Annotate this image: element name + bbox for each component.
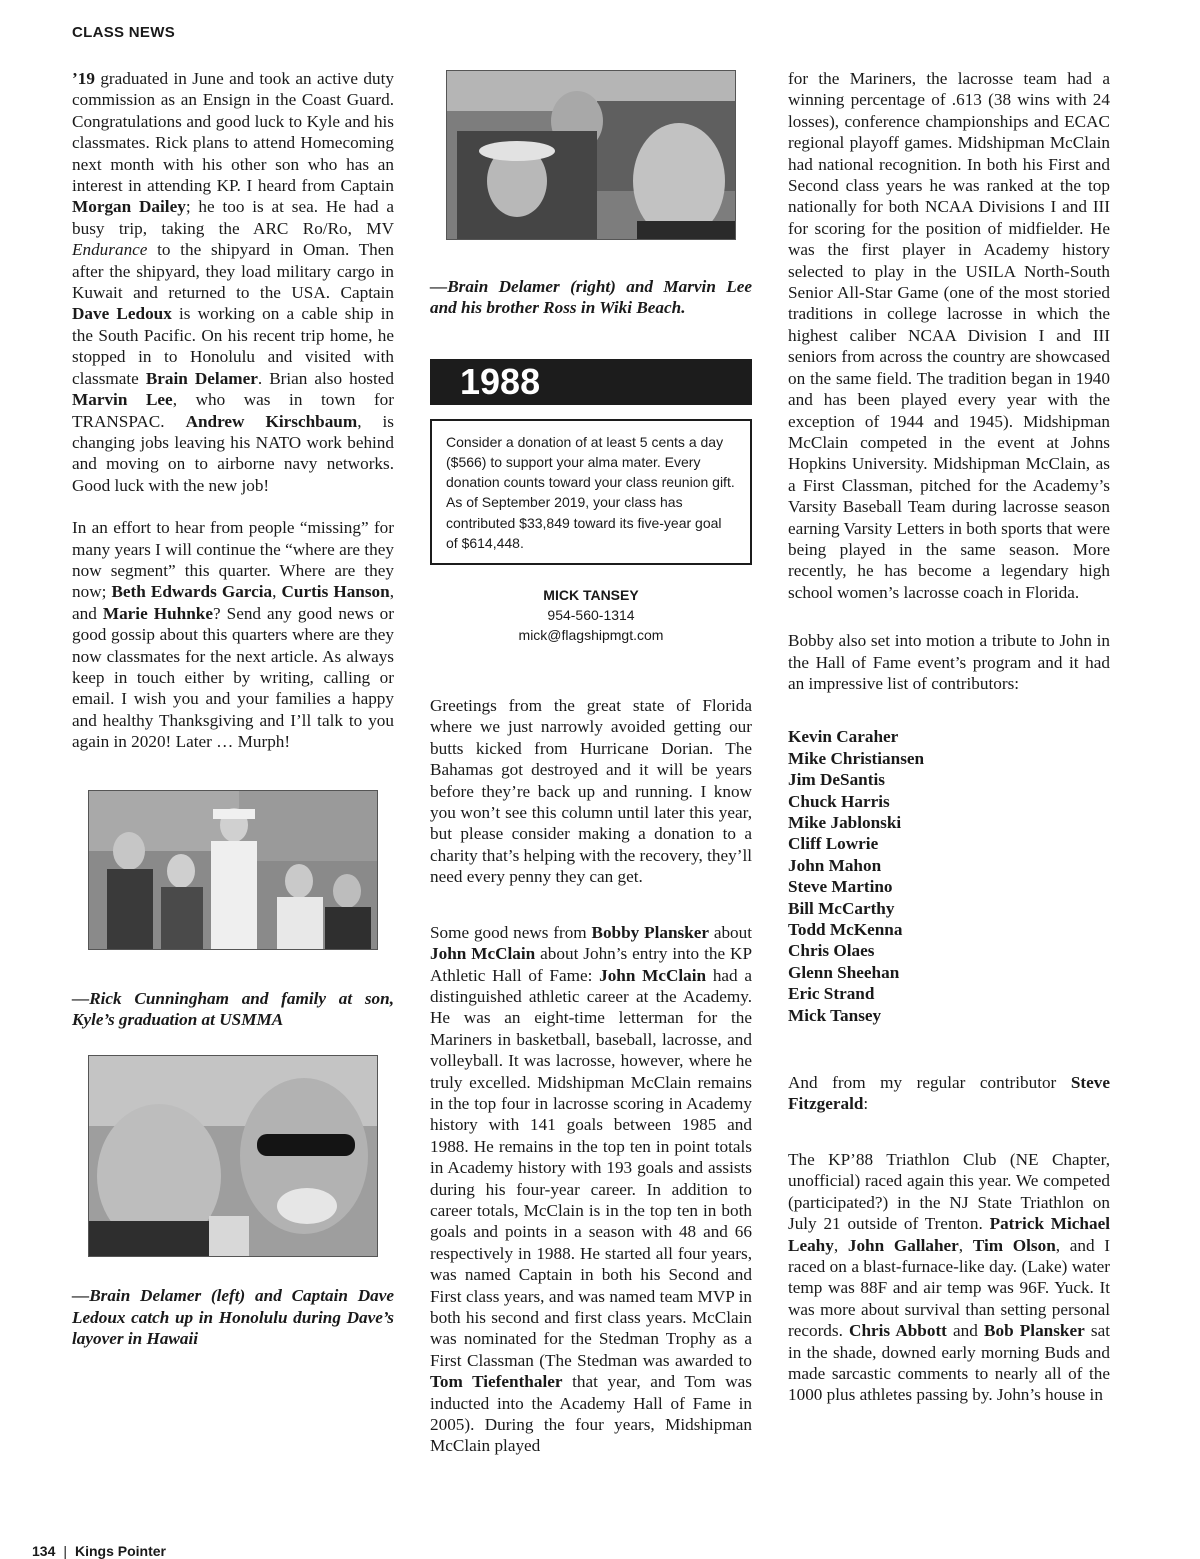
class-year-banner: 1988: [430, 359, 752, 405]
photo-caption: —Rick Cunningham and family at son, Kyle’s graduation at USMMA: [72, 988, 394, 1029]
text-run: In an effort to hear from people “missing” for many years I will continue the “where are they now segment” this quarter. Where are they now;: [72, 518, 394, 602]
photo-delamer-ledoux: [88, 1055, 378, 1257]
column-right: [788, 68, 1110, 1406]
contributor-name: Eric Strand: [788, 984, 875, 1004]
text-run: about John’s entry into the KP Athletic Hall of Fame:: [430, 944, 752, 985]
text-run: that year, and Tom was inducted into the Academy Hall of Fame in 2005). During the four years, Midshipman McClain played: [430, 1372, 752, 1456]
text-run: Some good news from: [430, 922, 592, 942]
class-contact: [430, 585, 752, 645]
text-run: :: [863, 1094, 869, 1114]
footer-separator: |: [63, 1543, 67, 1559]
text-run: ,: [833, 1235, 848, 1255]
bold-name: Patrick Michael Leahy: [788, 1214, 1110, 1255]
photo-graduation-family: [88, 790, 378, 950]
text-run: had a distinguished athletic career at the Academy. He was an eight-time letterman for the Mariners in basketball, baseball, lacrosse, and volleyball. It was lacrosse, however, where he truly excelled. Midshipman McClain remains in the top four in lacrosse scoring in Academy history with 141 goals between 1985 and 1988. He remains in the top ten in point totals in Academy history with 193 goals and assists during his four-year career. In addition to career totals, McClain is in the top ten in both goals and points in a season with 48 and 66 respectively in 1988. He started all four years, was named Captain in both his Second and First class years, and was named team MVP in both his second and first class years. McClain was nominated for the Stedman Trophy as a First Classman (The Stedman was awarded to: [430, 965, 752, 1370]
bold-name: John McClain: [599, 965, 707, 985]
bold-name: Andrew Kirschbaum: [185, 411, 358, 431]
bold-name: Morgan Dailey: [72, 197, 186, 217]
text-run: ? Send any good news or good gossip about this quarters where are they now classmates for the next article. As always keep in touch either by writing, calling or email. I wish you and your families a happy and healthy Thanksgiving and I’ll talk to you again in 2020! Later … Murph!: [72, 603, 394, 752]
section-header: CLASS NEWS: [72, 24, 176, 41]
text-run: and: [946, 1321, 985, 1341]
photo-caption: —Brain Delamer (left) and Captain Dave Ledoux catch up in Honolulu during Dave’s layover in Hawaii: [72, 1286, 394, 1349]
text-run: is working on a cable ship in the South Pacific. On his recent trip home, he stopped in to Honolulu and visited with classmate: [72, 304, 394, 388]
text-run: , and: [72, 582, 394, 623]
contact-name: MICK TANSEY: [543, 587, 639, 604]
contributor-name: Bill McCarthy: [788, 898, 895, 918]
paragraph: [788, 630, 1110, 694]
contributor-name: Chuck Harris: [788, 791, 890, 811]
text-run: for the Mariners, the lacrosse team had a winning percentage of .613 (38 wins with 24 losses), conference championships and ECAC regional playoff games. Midshipman McClain had national recognition. In both his First and Second class years he was ranked at the top nationally for both NCAA Divisions I and III for scoring for the position of midfielder. He was the first player in Academy history selected to play in the USILA North-South Senior All-Star Game (one of the most storied traditions in college lacrosse in which the highest caliber NCAA Division I and III seniors from across the country are showcased on the same field. The tradition began in 1940 and has been played every year with the exception of 1944 and 1945). Midshipman McClain competed in the event at Johns Hopkins University. Midshipman McClain, as a First Classman, pitched for the Academy’s Varsity Baseball Team during lacrosse season earning Varsity Letters in both sports that were being played in the same season. More recently, he has become a legendary high school women’s lacrosse coach in Florida.: [788, 69, 1110, 602]
bold-name: ’19: [72, 69, 95, 88]
text-run: And from my regular contributor: [788, 1073, 1071, 1093]
column-left: [72, 68, 394, 1350]
text-run: The KP’88 Triathlon Club (NE Chapter, unofficial) raced again this year. We competed (participated?) in the NJ State Triathlon on July 21 outside of Trenton.: [788, 1149, 1110, 1234]
paragraph: [72, 68, 394, 496]
text-run: . Brian also hosted: [257, 368, 394, 388]
bold-name: Tim Olson: [972, 1235, 1056, 1255]
italic-text: Endurance: [72, 240, 148, 260]
page-footer: [32, 1543, 166, 1559]
paragraph: [430, 922, 752, 1457]
paragraph: [788, 1072, 1110, 1115]
bold-name: John McClain: [430, 944, 536, 964]
publication-name: Kings Pointer: [75, 1543, 167, 1559]
paragraph: [72, 517, 394, 752]
text-run: ,: [958, 1235, 973, 1255]
donation-box: Consider a donation of at least 5 cents a day ($566) to support your alma mater. Every donation counts toward your class reunion gift. As of September 2019, your class has contributed $33,849 toward its five-year goal of $614,448.: [430, 419, 752, 565]
bold-name: Marvin Lee: [72, 390, 173, 410]
text-run: , and I raced on a blast-furnace-like day. (Lake) water temp was 88F and air temp was 96F. Yuck. It was more about survival than setting personal records.: [788, 1235, 1111, 1341]
bold-name: Beth Edwards Garcia: [111, 582, 273, 602]
text-run: to the shipyard in Oman. Then after the shipyard, they load military cargo in Kuwait and returned to the USA. Captain: [72, 240, 394, 303]
contributor-name: Mike Jablonski: [788, 813, 902, 832]
contributor-name: John Mahon: [788, 855, 882, 875]
text-run: ; he too is at sea. He had a busy trip, taking the ARC Ro/Ro, MV: [72, 197, 394, 238]
contributor-name: Mike Christiansen: [788, 748, 925, 768]
bold-name: Bob Plansker: [984, 1321, 1085, 1341]
contributor-name: Chris Olaes: [788, 941, 875, 961]
paragraph: [430, 695, 752, 888]
text-run: Greetings from the great state of Florida where we just narrowly avoided getting our butts kicked from Hurricane Dorian. The Bahamas got destroyed and it will be years before they’re back up and running. I know you won’t see this column until later this year, but please consider making a donation to a charity that’s helping with the recovery, they’ll need every penny they can get.: [430, 696, 753, 887]
contributor-name: Jim DeSantis: [788, 770, 885, 790]
bold-name: Curtis Hanson: [281, 582, 390, 602]
page-number: 134: [32, 1543, 56, 1559]
contact-phone: 954-560-1314: [547, 607, 635, 624]
paragraph: [788, 68, 1110, 603]
bold-name: Tom Tiefenthaler: [430, 1372, 563, 1392]
photo-wiki-beach: [446, 70, 736, 240]
paragraph: [788, 1149, 1110, 1406]
contributor-name: Glenn Sheehan: [788, 962, 900, 982]
contributor-name: Mick Tansey: [788, 1005, 882, 1025]
contributor-list: [788, 726, 1110, 1026]
bold-name: Chris Abbott: [849, 1321, 947, 1341]
bold-name: Brain Delamer: [145, 368, 258, 388]
contributor-name: Todd McKenna: [788, 920, 903, 940]
contributor-name: Kevin Caraher: [788, 727, 899, 747]
contact-email[interactable]: mick@flagshipmgt.com: [518, 627, 664, 644]
text-run: ,: [272, 582, 282, 602]
text-run: graduated in June and took an active duty commission as an Ensign in the Coast Guard. Congratulations and good luck to Kyle and his classmates. Rick plans to attend Homecoming next month with his other son who has an interest in attending KP. I heard from Captain: [72, 69, 394, 196]
bold-name: Marie Huhnke: [102, 603, 213, 623]
bold-name: Bobby Plansker: [591, 922, 710, 942]
bold-name: John Gallaher: [847, 1235, 959, 1255]
column-middle: [430, 68, 752, 1457]
text-run: Bobby also set into motion a tribute to John in the Hall of Fame event’s program and it had an impressive list of contributors:: [788, 631, 1110, 693]
text-run: , who was in town for TRANSPAC.: [72, 390, 394, 431]
contributor-name: Steve Martino: [788, 877, 893, 897]
text-run: about: [709, 922, 753, 942]
contributor-name: Cliff Lowrie: [788, 834, 879, 854]
text-run: sat in the shade, downed early morning Buds and made sarcastic comments to nearly all of the 1000 plus athletes passing by. John’s house in: [788, 1321, 1110, 1405]
text-run: , is changing jobs leaving his NATO work behind and moving on to airborne navy networks. Good luck with the new job!: [72, 411, 395, 495]
photo-caption: —Brain Delamer (right) and Marvin Lee and his brother Ross in Wiki Beach.: [430, 277, 752, 318]
bold-name: Steve Fitzgerald: [788, 1073, 1110, 1114]
bold-name: Dave Ledoux: [72, 304, 172, 324]
